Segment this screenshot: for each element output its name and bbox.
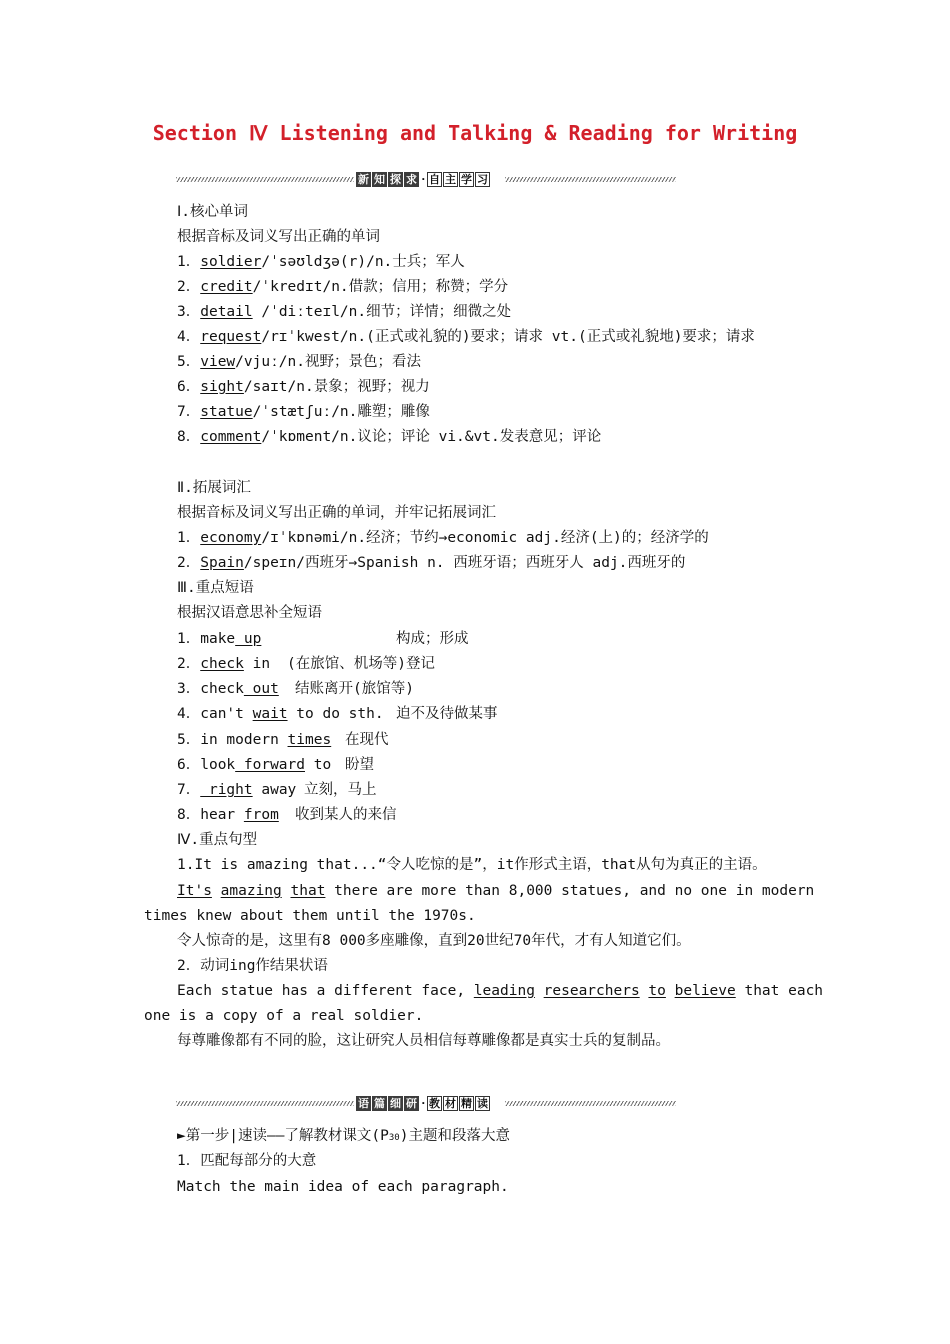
answer-word: economy bbox=[200, 530, 262, 546]
example-sentence: It's amazing that there are more than 8,000 statues, and no one in modern bbox=[177, 883, 815, 899]
phrase-item: 2．check in bbox=[177, 656, 271, 672]
answer-word: soldier bbox=[200, 254, 262, 270]
example-sentence-cont: times knew about them until the 1970s. bbox=[144, 908, 476, 924]
phrase-meaning: 盼望 bbox=[345, 757, 374, 773]
phrase-meaning: 结账离开(旅馆等) bbox=[295, 681, 414, 697]
banner-char: 精 bbox=[461, 1097, 472, 1110]
vocab-item: 5．view/vjuː/n.视野；景色；看法 bbox=[177, 354, 421, 370]
banner-dot: · bbox=[420, 1097, 427, 1110]
section-instruction: 根据音标及词义写出正确的单词，并牢记拓展词汇 bbox=[177, 505, 496, 521]
banner-char: 研 bbox=[406, 1097, 417, 1110]
section-heading-core-words: Ⅰ.核心单词 bbox=[177, 204, 249, 220]
vocab-item: 7．statue/ˈstætʃuː/n.雕塑；雕像 bbox=[177, 404, 430, 420]
answer-word: times bbox=[287, 732, 332, 748]
phrase-meaning: 构成；形成 bbox=[396, 631, 469, 647]
banner-rule-left bbox=[176, 1101, 354, 1106]
banner-char: 细 bbox=[390, 1097, 401, 1110]
sentence-translation: 令人惊奇的是，这里有8 000多座雕像，直到20世纪70年代，才有人知道它们。 bbox=[177, 933, 691, 949]
banner-char: 教 bbox=[429, 1097, 440, 1110]
answer-word: forward bbox=[235, 757, 305, 773]
answer-word: believe bbox=[674, 983, 736, 999]
vocab-item: 6．sight/saɪt/n.景象；视野；视力 bbox=[177, 379, 430, 395]
banner-char: 读 bbox=[477, 1097, 488, 1110]
banner-dot: · bbox=[420, 173, 427, 186]
vocab-item: 8．comment/ˈkɒment/n.议论；评论 vi.&vt.发表意见；评论 bbox=[177, 429, 602, 445]
sentence-pattern-label: 1.It is amazing that...“令人吃惊的是”，it作形式主语，that从句为真正的主语。 bbox=[177, 857, 767, 873]
banner-char: 自 bbox=[429, 173, 440, 186]
vocab-item: 2．Spain/speɪn/西班牙→Spanish n. 西班牙语；西班牙人 adj.西班牙的 bbox=[177, 555, 686, 571]
banner-char: 语 bbox=[358, 1097, 369, 1110]
step-heading: ►第一步|速读——了解教材课文(P30)主题和段落大意 bbox=[177, 1128, 510, 1144]
phrase-meaning: 在现代 bbox=[345, 732, 389, 748]
section-banner-self-study bbox=[176, 172, 676, 188]
banner-char: 主 bbox=[445, 173, 456, 186]
phrase-item: 4．can't wait to do sth. bbox=[177, 706, 384, 722]
answer-word: view bbox=[200, 354, 236, 370]
phrase-item: 6．look forward to bbox=[177, 757, 332, 773]
answer-word: check bbox=[200, 656, 244, 672]
banner-char: 习 bbox=[477, 173, 488, 186]
vocab-item: 3．detail /ˈdiːteɪl/n.细节；详情；细微之处 bbox=[177, 304, 512, 320]
banner-label bbox=[356, 1096, 490, 1111]
answer-word: statue bbox=[200, 404, 253, 420]
example-sentence: Each statue has a different face, leading researchers to believe that each bbox=[177, 983, 824, 999]
vocab-item: 1．soldier/ˈsəʊldʒə(r)/n.士兵；军人 bbox=[177, 254, 465, 270]
answer-word: comment bbox=[200, 429, 262, 445]
phrase-meaning: 迫不及待做某事 bbox=[396, 706, 498, 722]
banner-char: 篇 bbox=[374, 1097, 385, 1110]
step-item: 1．匹配每部分的大意 bbox=[177, 1153, 317, 1169]
answer-word: to bbox=[648, 983, 666, 999]
phrase-item: 7． right away bbox=[177, 782, 297, 798]
answer-word: Spain bbox=[200, 555, 244, 571]
answer-word: wait bbox=[252, 706, 288, 722]
section-instruction: 根据音标及词义写出正确的单词 bbox=[177, 229, 380, 245]
answer-word: detail bbox=[200, 304, 253, 320]
step-instruction: Match the main idea of each paragraph. bbox=[177, 1179, 509, 1195]
banner-char: 求 bbox=[406, 173, 417, 186]
answer-word: up bbox=[235, 631, 262, 647]
phrase-meaning: 立刻，马上 bbox=[304, 782, 377, 798]
answer-word: amazing bbox=[220, 883, 282, 899]
section-banner-text-reading bbox=[176, 1096, 676, 1112]
phrase-meaning: 收到某人的来信 bbox=[295, 807, 397, 823]
banner-char: 新 bbox=[358, 173, 369, 186]
phrase-item: 3．check out bbox=[177, 681, 279, 697]
answer-word: right bbox=[200, 782, 253, 798]
answer-word: request bbox=[200, 329, 262, 345]
sentence-translation: 每尊雕像都有不同的脸，这让研究人员相信每尊雕像都是真实士兵的复制品。 bbox=[177, 1033, 670, 1049]
sentence-pattern-label: 2．动词ing作结果状语 bbox=[177, 958, 328, 974]
section-heading-key-phrases: Ⅲ.重点短语 bbox=[177, 580, 254, 596]
section-instruction: 根据汉语意思补全短语 bbox=[177, 605, 322, 621]
banner-label bbox=[356, 172, 490, 187]
answer-word: It's bbox=[177, 883, 212, 899]
answer-word: researchers bbox=[543, 983, 640, 999]
answer-word: credit bbox=[200, 279, 253, 295]
example-sentence-cont: one is a copy of a real soldier. bbox=[144, 1008, 424, 1024]
answer-word: from bbox=[243, 807, 279, 823]
page-title: Section Ⅳ Listening and Talking & Reading for Writing bbox=[152, 121, 798, 145]
banner-rule-right bbox=[505, 177, 676, 182]
banner-rule-left bbox=[176, 177, 354, 182]
section-heading-extended-vocab: Ⅱ.拓展词汇 bbox=[177, 480, 251, 496]
vocab-item: 1．economy/ɪˈkɒnəmi/n.经济；节约→economic adj.经济(上)的；经济学的 bbox=[177, 530, 709, 546]
phrase-item: 1．make up bbox=[177, 631, 262, 647]
phrase-item: 5．in modern times bbox=[177, 732, 332, 748]
banner-char: 学 bbox=[461, 173, 472, 186]
answer-word: leading bbox=[473, 983, 535, 999]
phrase-meaning: (在旅馆、机场等)登记 bbox=[287, 656, 435, 672]
banner-rule-right bbox=[505, 1101, 676, 1106]
section-heading-key-sentences: Ⅳ.重点句型 bbox=[177, 832, 258, 848]
banner-char: 探 bbox=[390, 173, 401, 186]
vocab-item: 4．request/rɪˈkwest/n.(正式或礼貌的)要求；请求 vt.(正式或礼貌地)要求；请求 bbox=[177, 329, 755, 345]
vocab-item: 2．credit/ˈkredɪt/n.借款；信用；称赞；学分 bbox=[177, 279, 509, 295]
banner-char: 知 bbox=[374, 173, 385, 186]
phrase-item: 8．hear from bbox=[177, 807, 279, 823]
answer-word: sight bbox=[200, 379, 244, 395]
answer-word: out bbox=[243, 681, 279, 697]
answer-word: that bbox=[290, 883, 326, 899]
banner-char: 材 bbox=[445, 1097, 456, 1110]
